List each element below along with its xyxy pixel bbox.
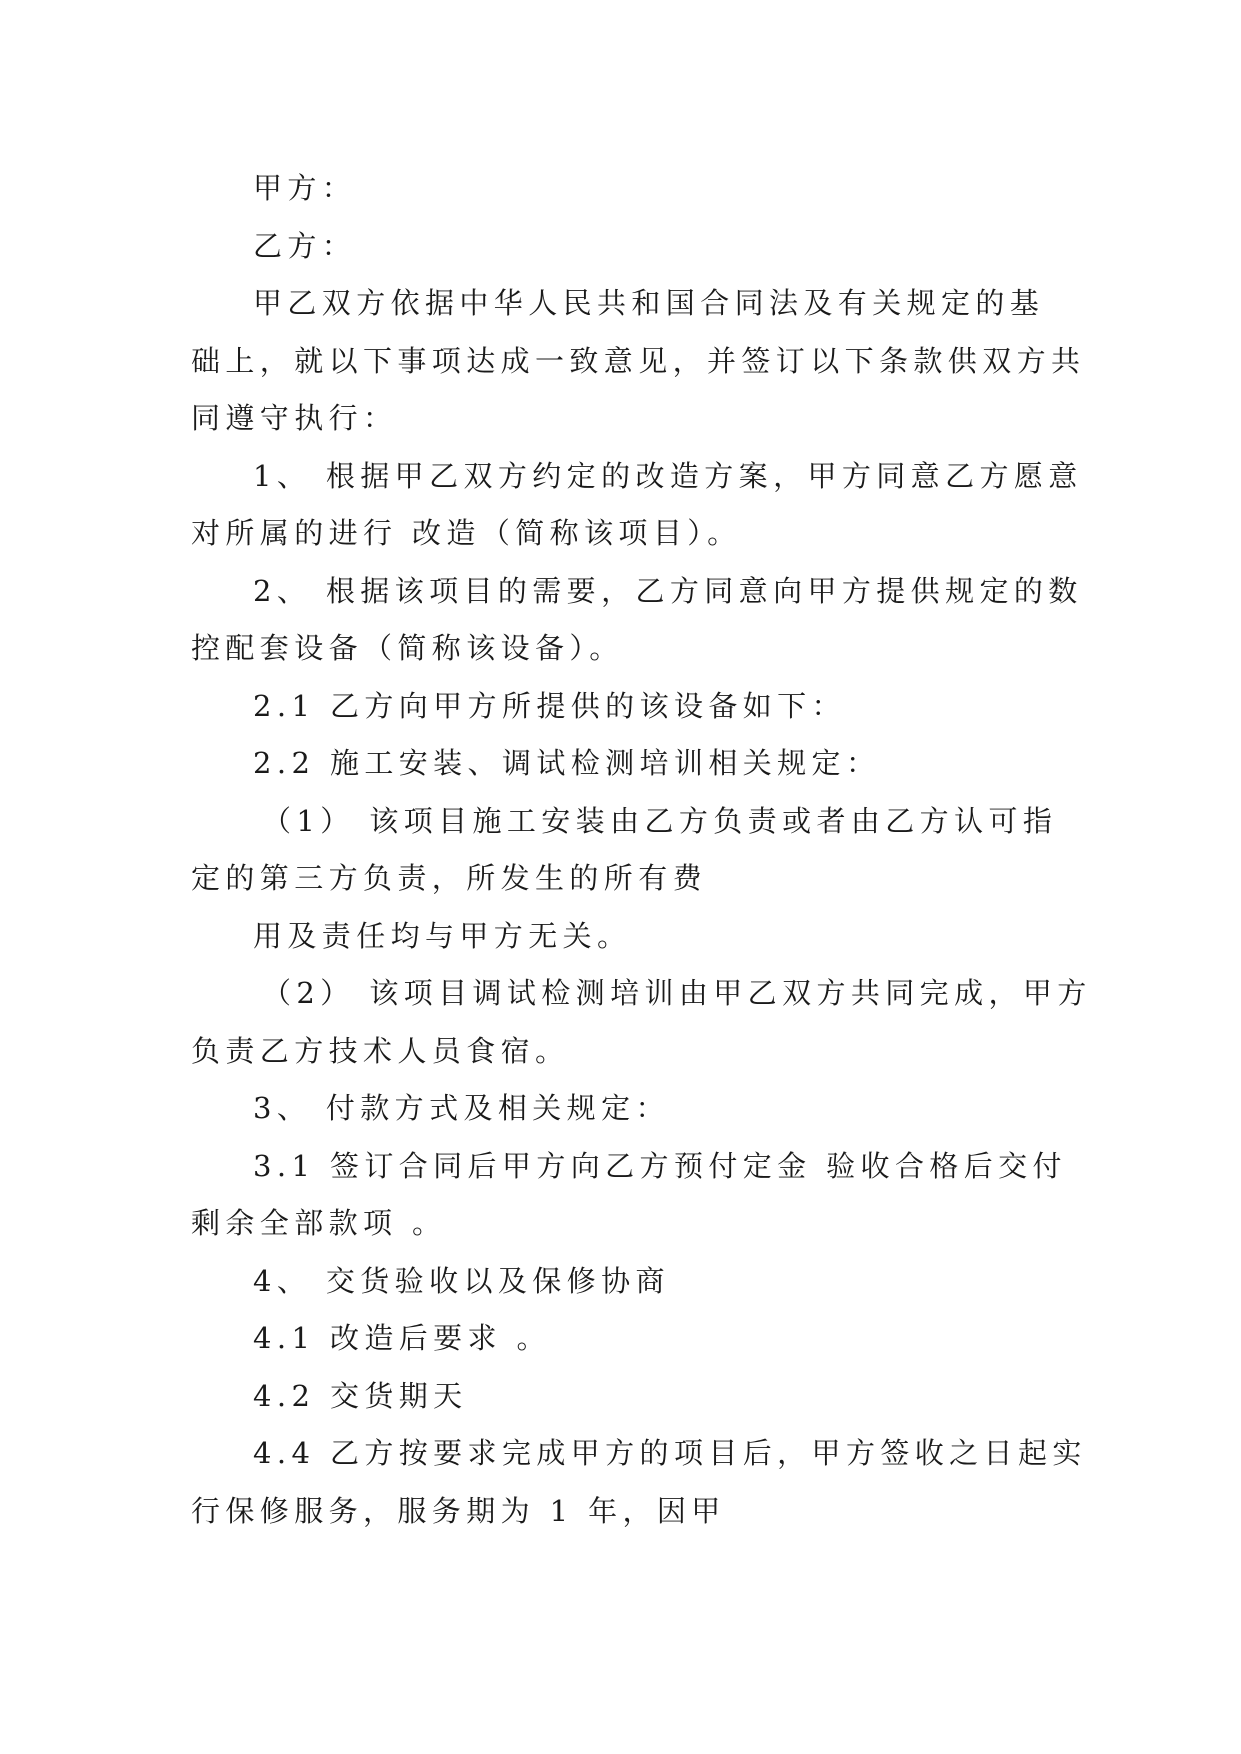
clause-2-line-2: 控配套设备（简称该设备）。	[191, 631, 624, 665]
preamble-line-1: 甲乙双方依据中华人民共和国合同法及有关规定的基	[253, 286, 1045, 320]
clause-2-2-1-line-3: 用及责任均与甲方无关。	[253, 918, 632, 953]
clause-3: 3、 付款方式及相关规定：	[253, 1091, 670, 1125]
clause-2-2-2-line-2: 负责乙方技术人员食宿。	[191, 1033, 570, 1068]
clause-2-2-2-line-1: （2） 该项目调试检测培训由甲乙双方共同完成，甲方	[262, 976, 1092, 1010]
clause-2-line-1: 2、 根据该项目的需要，乙方同意向甲方提供规定的数	[253, 573, 1083, 608]
document-page	[191, 160, 1092, 1540]
clause-4-1: 4.1 改造后要求 。	[253, 1321, 551, 1355]
clause-3-1-line-2: 剩余全部款项 。	[191, 1206, 447, 1240]
clause-2-2-1-line-2: 定的第三方负责，所发生的所有费	[191, 861, 708, 895]
clause-1-line-2: 对所属的进行 改造（简称该项目）。	[191, 516, 742, 550]
clause-2-2: 2.2 施工安装、调试检测培训相关规定：	[253, 746, 881, 780]
clause-2-1: 2.1 乙方向甲方所提供的该设备如下：	[253, 688, 846, 723]
preamble-line-2: 础上，就以下事项达成一致意见，并签订以下条款供双方共	[191, 343, 1086, 378]
clause-2-2-1-line-1: （1） 该项目施工安装由乙方负责或者由乙方认可指	[262, 803, 1058, 838]
party-a-line: 甲方：	[253, 171, 357, 205]
clause-3-1-line-1: 3.1 签订合同后甲方向乙方预付定金 验收合格后交付	[253, 1148, 1067, 1183]
clause-4-4-line-2: 行保修服务，服务期为 1 年，因甲	[191, 1493, 726, 1528]
party-b-line: 乙方：	[253, 228, 357, 263]
clause-4-4-line-1: 4.4 乙方按要求完成甲方的项目后，甲方签收之日起实	[253, 1436, 1087, 1470]
clause-4-2: 4.2 交货期天	[253, 1378, 468, 1413]
clause-1-line-1: 1、 根据甲乙双方约定的改造方案，甲方同意乙方愿意	[253, 458, 1083, 493]
clause-4: 4、 交货验收以及保修协商	[253, 1263, 670, 1298]
preamble-line-3: 同遵守执行：	[191, 401, 398, 435]
